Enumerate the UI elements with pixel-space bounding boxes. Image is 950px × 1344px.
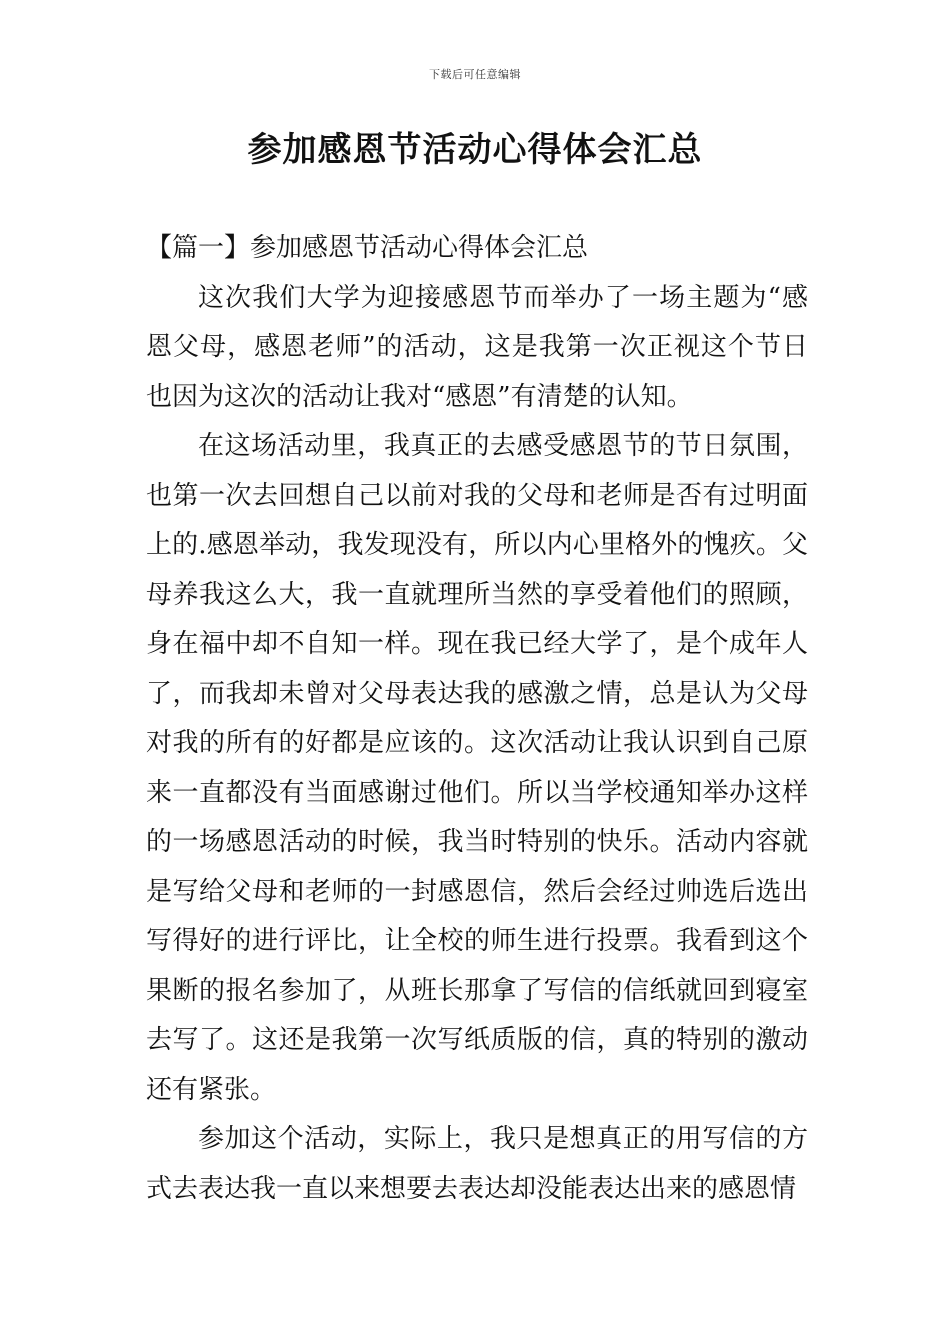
document-body: [146, 224, 808, 1214]
paragraph-2: 在这场活动里，我真正的去感受感恩节的节日氛围，也第一次去回想自己以前对我的父母和老师是否有过明面上的.感恩举动，我发现没有，所以内心里格外的愧疚。父母养我这么大，我一直就理所当然的享受着他们的照顾，身在福中却不自知一样。现在我已经大学了，是个成年人了，而我却未曾对父母表达我的感激之情，总是认为父母对我的所有的好都是应该的。这次活动让我认识到自己原来一直都没有当面感谢过他们。所以当学校通知举办这样的一场感恩活动的时候，我当时特别的快乐。活动内容就是写给父母和老师的一封感恩信，然后会经过帅选后选出写得好的进行评比，让全校的师生进行投票。我看到这个果断的报名参加了，从班长那拿了写信的信纸就回到寝室去写了。这还是我第一次写纸质版的信，真的特别的激动还有紧张。: [146, 431, 808, 1105]
document-title: 参加感恩节活动心得体会汇总: [247, 130, 703, 170]
header-note: 下载后可任意编辑: [429, 68, 521, 81]
section-heading: 【篇一】参加感恩节活动心得体会汇总: [146, 233, 589, 263]
paragraph-1: 这次我们大学为迎接感恩节而举办了一场主题为“感恩父母，感恩老师”的活动，这是我第一次正视这个节日也因为这次的活动让我对“感恩”有清楚的认知。: [146, 282, 808, 412]
paragraph-3: 参加这个活动，实际上，我只是想真正的用写信的方式去表达我一直以来想要去表达却没能表达出来的感恩情: [146, 1124, 808, 1204]
